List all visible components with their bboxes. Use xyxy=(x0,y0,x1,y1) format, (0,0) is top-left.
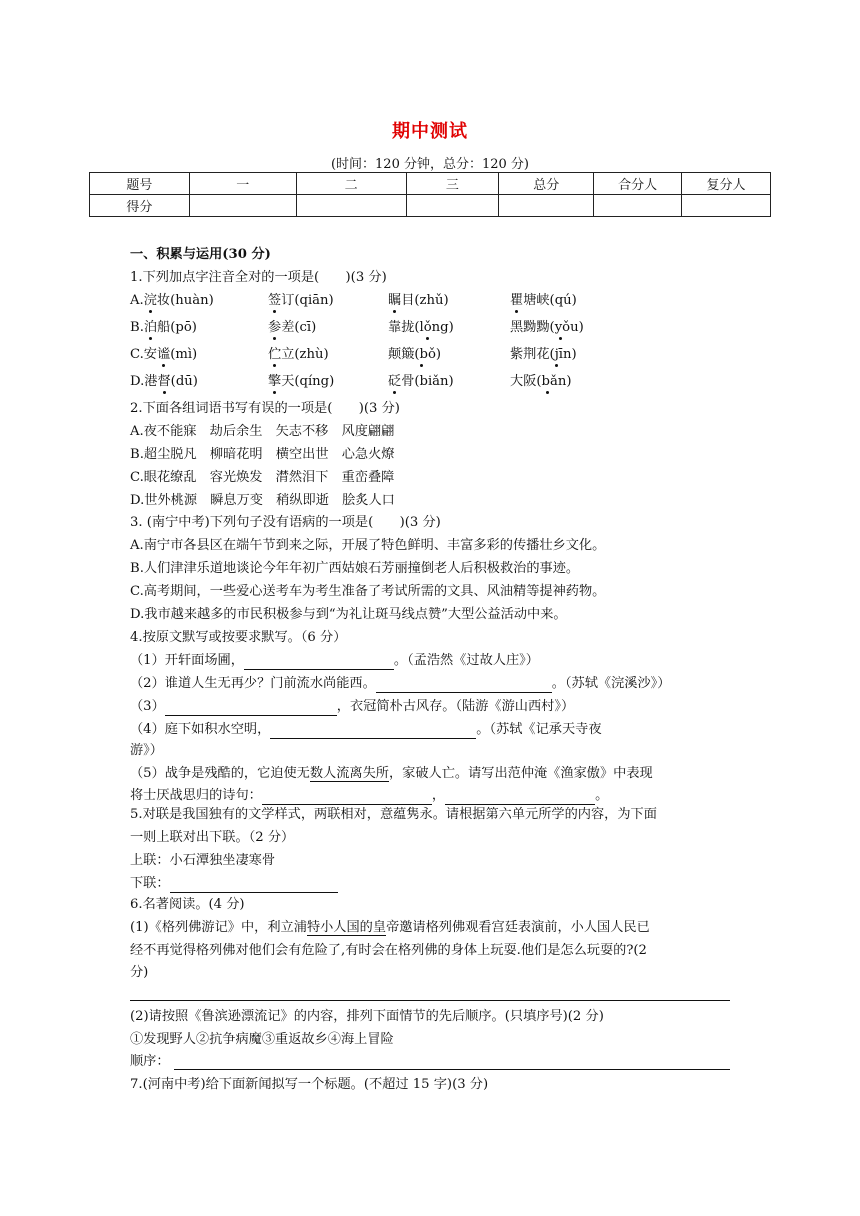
score-cell[interactable] xyxy=(499,195,594,217)
q1-option: 大阪(bǎn) xyxy=(510,374,572,389)
emphasis-dot-char: 瞿 xyxy=(510,293,524,308)
answer-blank[interactable] xyxy=(376,678,552,693)
emphasis-dot-char: 花(jīn) xyxy=(536,347,577,362)
q1-option: 参差(cī) xyxy=(268,320,317,335)
answer-blank[interactable] xyxy=(445,790,595,805)
score-table xyxy=(89,172,771,217)
page-title: 期中测试 xyxy=(392,121,468,142)
answer-blank[interactable] xyxy=(244,655,394,670)
q6-part1-cont: 分) xyxy=(130,965,149,980)
score-table-header-cell: 复分人 xyxy=(682,173,771,195)
q2-stem: 2.下面各组词语书写有误的一项是( )(3 分) xyxy=(130,401,400,416)
emphasis-dot-char: 参 xyxy=(268,320,282,335)
q6-part2-items: ①发现野人②抗争病魔③重返故乡④海上冒险 xyxy=(130,1032,394,1047)
q1-option: 擎天(qíng) xyxy=(268,374,335,389)
answer-blank[interactable] xyxy=(170,878,338,893)
q4-stem: 4.按原文默写或按要求默写。（6 分） xyxy=(130,630,347,645)
q1-stem: 1.下列加点字注音全对的一项是( )(3 分) xyxy=(130,270,387,285)
q1-option: B.泊船(pō) xyxy=(130,320,197,335)
q3-option: A.南宁市各县区在端午节到来之际，开展了特色鲜明、丰富多彩的传播壮乡文化。 xyxy=(130,538,606,553)
q4-line-2: （2）谁道人生无再少？门前流水尚能西。 。（苏轼《浣溪沙》） xyxy=(130,676,671,691)
score-table-header-cell: 总分 xyxy=(499,173,594,195)
answer-line[interactable] xyxy=(174,1069,730,1070)
q1-option: 紫荆花(jīn) xyxy=(510,347,577,362)
q2-option: A.夜不能寐 劫后余生 矢志不移 风度翩翩 xyxy=(130,424,395,439)
score-table-header-cell: 一 xyxy=(189,173,296,195)
emphasis-dot-char: 阪(bǎn) xyxy=(523,374,572,389)
score-row-label: 得分 xyxy=(90,195,190,217)
emphasis-dot-char: 黝(yǒu) xyxy=(536,320,584,335)
q4-line-3: （3） ，衣冠简朴古风存。（陆游《游山西村》） xyxy=(130,699,575,714)
emphasis-dot-char: 砭 xyxy=(388,374,402,389)
score-table-header-cell: 三 xyxy=(406,173,499,195)
q3-option: C.高考期间，一些爱心送考车为考生准备了考试所需的文具、风油精等提神药物。 xyxy=(130,584,606,599)
q6-part1-cont: 经不再觉得格列佛对他们会有危险了,有时会在格列佛的身体上玩耍.他们是怎么玩耍的?(2 xyxy=(130,943,647,958)
q5-upper-couplet: 上联：小石潭独坐凄寒骨 xyxy=(130,853,276,868)
score-table-header-cell: 二 xyxy=(296,173,406,195)
q1-option: 靠拢(lǒng) xyxy=(388,320,454,335)
emphasis-dot-char: 簸(bǒ) xyxy=(401,347,442,362)
q1-option: 瞩目(zhǔ) xyxy=(388,293,449,308)
emphasis-dot-char: 督 xyxy=(157,374,171,389)
emphasis-dot-char: 泊 xyxy=(143,320,158,335)
emphasis-dot-char: 瞩 xyxy=(388,293,402,308)
score-cell[interactable] xyxy=(594,195,682,217)
section-heading: 一、积累与运用(30 分) xyxy=(130,247,271,262)
q1-option: A.浣妆(huàn) xyxy=(130,293,214,308)
emphasis-dot-char: 伫 xyxy=(268,347,282,362)
q6-order-label: 顺序： xyxy=(130,1054,170,1069)
exam-info: (时间：120 分钟，总分：120 分) xyxy=(330,157,530,172)
emphasis-dot-char: 拢(lǒng) xyxy=(401,320,454,335)
q1-option: 砭骨(biǎn) xyxy=(388,374,454,389)
q3-stem: 3. (南宁中考)下列句子没有语病的一项是( )(3 分) xyxy=(130,515,441,530)
emphasis-dot-char: 浣 xyxy=(143,293,157,308)
score-table-header-cell: 合分人 xyxy=(594,173,682,195)
emphasis-dot-char: 签 xyxy=(268,293,282,308)
underlined-phrase: 数人流离失所 xyxy=(309,766,389,781)
q2-option: B.超尘脱凡 柳暗花明 横空出世 心急火燎 xyxy=(130,447,395,462)
q1-option: 伫立(zhù) xyxy=(268,347,329,362)
answer-blank[interactable] xyxy=(262,790,432,805)
underlined-phrase: 特小人国的皇 xyxy=(306,920,387,935)
score-table-score-row xyxy=(90,195,771,217)
emphasis-dot-char: 擎 xyxy=(268,374,282,389)
q1-option: 签订(qiān) xyxy=(268,293,334,308)
score-cell[interactable] xyxy=(189,195,296,217)
q1-option: C.安谧(mì) xyxy=(130,347,198,362)
q3-option: D.我市越来越多的市民积极参与到“为礼让斑马线点赞”大型公益活动中来。 xyxy=(130,607,567,622)
q7-stem: 7.(河南中考)给下面新闻拟写一个标题。(不超过 15 字)(3 分) xyxy=(130,1077,489,1092)
score-cell[interactable] xyxy=(682,195,771,217)
score-table-header-row xyxy=(90,173,771,195)
q4-line-1: （1）开轩面场圃， 。（孟浩然《过故人庄》） xyxy=(130,653,539,668)
q5-stem: 5.对联是我国独有的文学样式，两联相对，意蕴隽永。请根据第六单元所学的内容，为下面 xyxy=(130,807,657,822)
q5-stem-cont: 一则上联对出下联。（2 分） xyxy=(130,830,295,845)
q1-option: 瞿塘峡(qú) xyxy=(510,293,577,308)
q5-lower-couplet: 下联： xyxy=(130,875,338,893)
q6-stem: 6.名著阅读。(4 分) xyxy=(130,897,245,912)
q1-option: 颠簸(bǒ) xyxy=(388,347,442,362)
emphasis-dot-char: 谧 xyxy=(157,347,171,362)
q2-option: C.眼花缭乱 容光焕发 潸然泪下 重峦叠障 xyxy=(130,470,395,485)
q4-line-4: （4）庭下如积水空明， 。（苏轼《记承天寺夜 xyxy=(130,722,602,737)
q6-part2: (2)请按照《鲁滨逊漂流记》的内容，排列下面情节的先后顺序。(只填序号)(2 分) xyxy=(130,1009,604,1024)
q1-option: 黑黝黝(yǒu) xyxy=(510,320,584,335)
answer-blank[interactable] xyxy=(165,701,337,716)
answer-line[interactable] xyxy=(130,1000,730,1001)
q4-line-5-cont: 将士厌战思归的诗句： ， 。 xyxy=(130,788,609,803)
score-table-header-cell: 题号 xyxy=(90,173,190,195)
q4-line-4-cont: 游》） xyxy=(130,743,163,758)
q1-option: D.港督(dū) xyxy=(130,374,198,389)
q3-option: B.人们津津乐道地谈论今年年初广西姑娘石芳丽撞倒老人后积极救治的事迹。 xyxy=(130,561,580,576)
q4-line-5: （5）战争是残酷的，它迫使无数人流离失所，家破人亡。请写出范仲淹《渔家傲》中表现 xyxy=(130,766,653,781)
score-cell[interactable] xyxy=(296,195,406,217)
q6-part1: (1)《格列佛游记》中，利立浦特小人国的皇帝邀请格列佛观看宫廷表演前，小人国人民已 xyxy=(130,920,650,935)
answer-blank[interactable] xyxy=(270,724,476,739)
q2-option: D.世外桃源 瞬息万变 稍纵即逝 脍炙人口 xyxy=(130,493,395,508)
score-cell[interactable] xyxy=(406,195,499,217)
